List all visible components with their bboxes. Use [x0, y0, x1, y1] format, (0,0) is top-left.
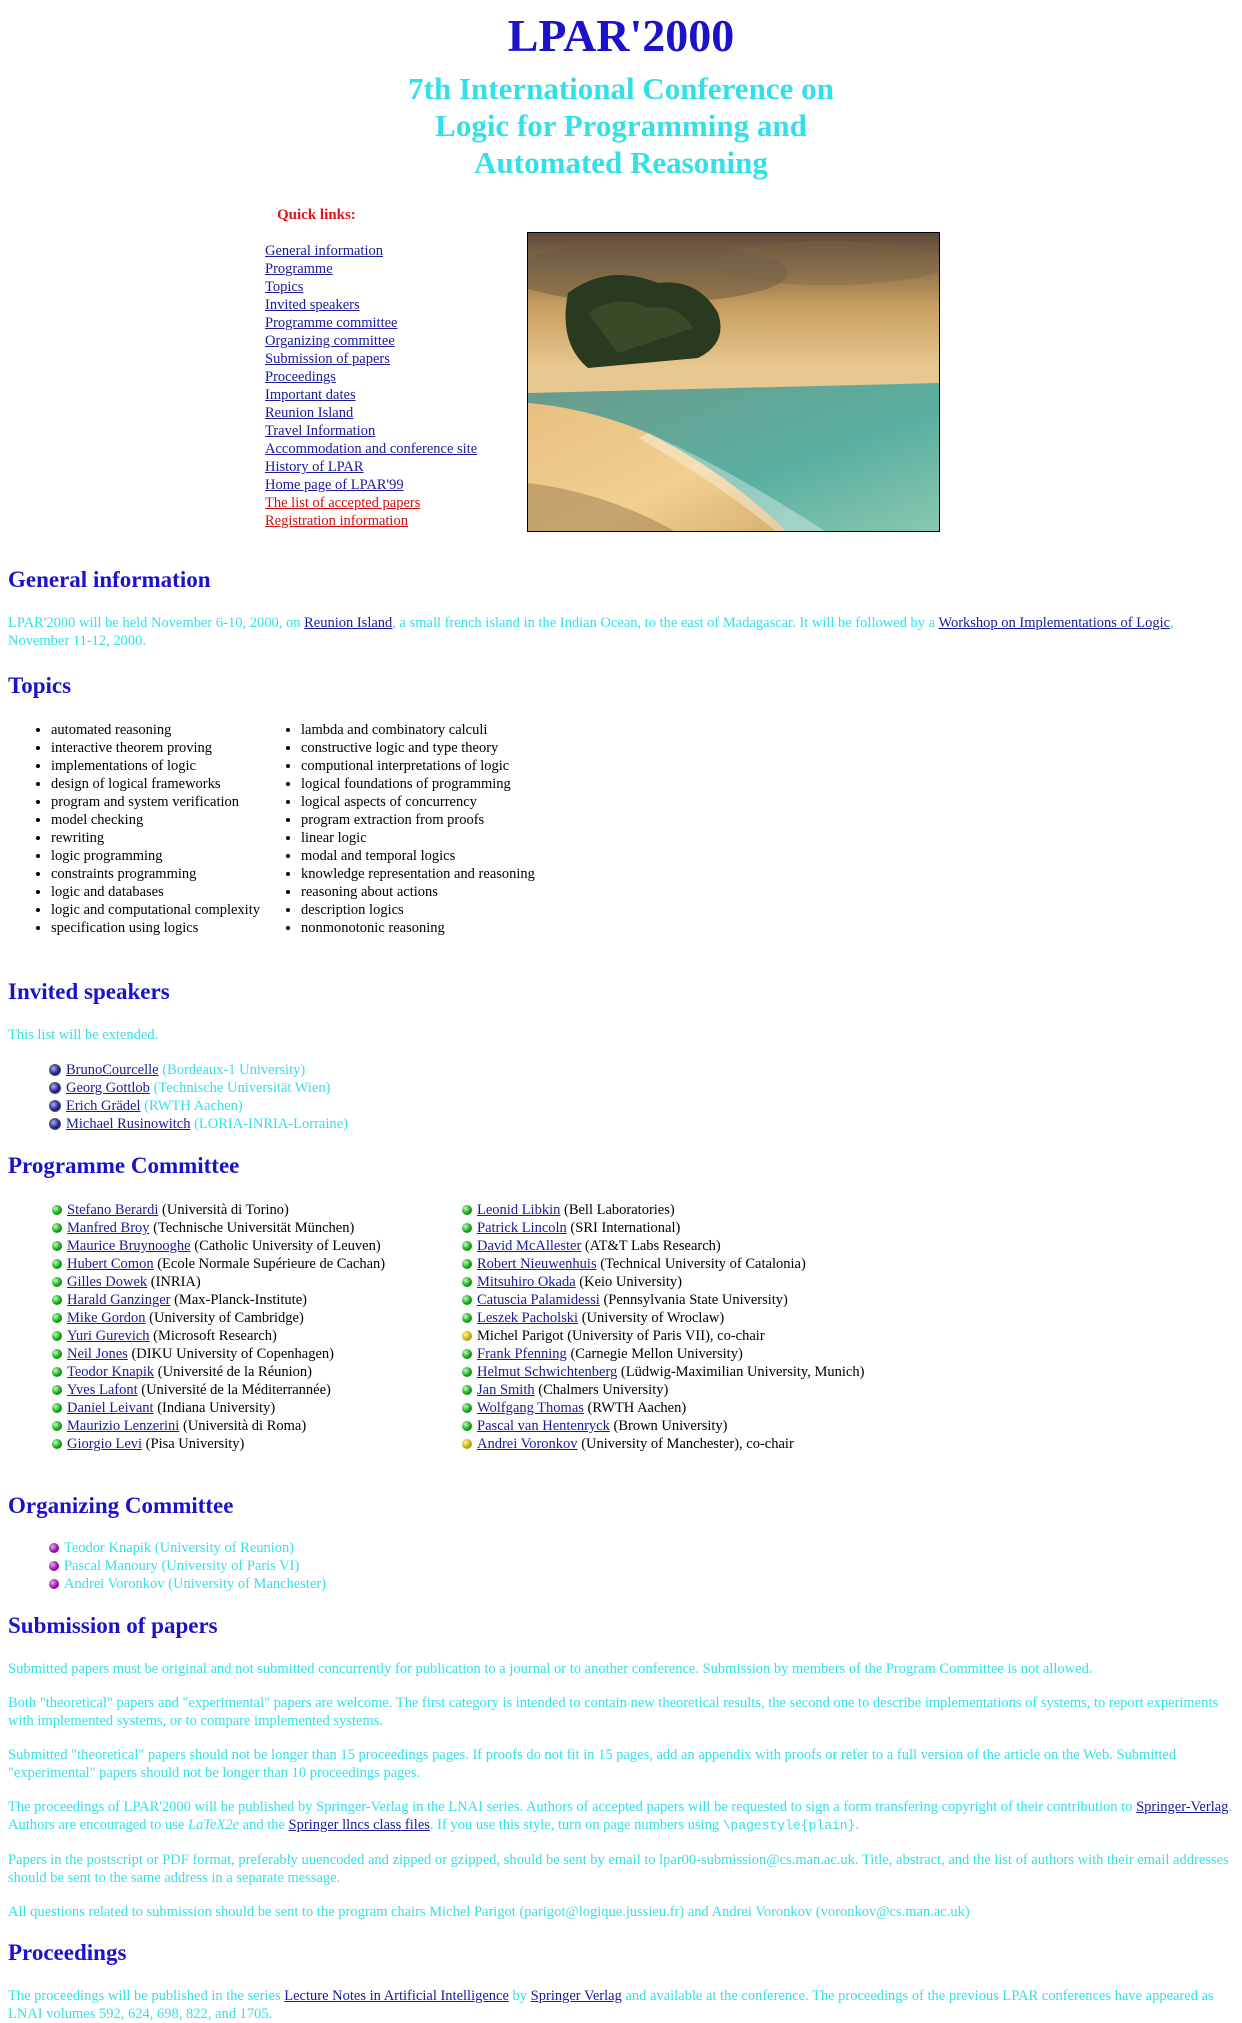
speaker-affiliation: (Technische Universität Wien)	[149, 1080, 331, 1096]
committee-member	[52, 1309, 462, 1327]
topics-heading: Topics	[8, 673, 72, 698]
committee-member	[462, 1291, 864, 1309]
general-heading: General information	[8, 567, 211, 592]
bullet-icon	[49, 1064, 61, 1076]
member-affiliation: (AT&T Labs Research)	[581, 1238, 721, 1254]
committee-member	[462, 1399, 864, 1417]
speaker-link[interactable]: Georg Gottlob	[66, 1080, 150, 1096]
member-affiliation: (Chalmers University)	[534, 1382, 669, 1398]
member-affiliation: (Lüdwig-Maximilian University, Munich)	[617, 1364, 865, 1380]
submission-p4-d: . If you use this style, turn on page numbers using	[429, 1817, 723, 1833]
bullet-icon	[49, 1118, 61, 1130]
programme-section	[8, 1151, 1234, 1453]
programme-committee	[8, 1201, 1234, 1453]
topic-item: • description logics	[301, 901, 535, 919]
submission-p4	[8, 1798, 1234, 1835]
committee-member	[52, 1381, 462, 1399]
member-link[interactable]: Yves Lafont	[67, 1382, 138, 1398]
quick-link-programme-committee[interactable]: Programme committee	[265, 315, 398, 331]
member-link[interactable]: Leszek Pacholski	[477, 1310, 579, 1326]
committee-member	[462, 1309, 864, 1327]
page	[0, 10, 1242, 2023]
committee-member	[52, 1417, 462, 1435]
submission-heading: Submission of papers	[8, 1613, 218, 1638]
member-link[interactable]: Neil Jones	[67, 1346, 128, 1362]
organizing-heading: Organizing Committee	[8, 1493, 234, 1518]
committee-member	[52, 1327, 462, 1345]
proceedings-heading: Proceedings	[8, 1940, 127, 1965]
proceedings-text-2: by	[508, 1988, 531, 2004]
quick-link-accepted-papers[interactable]: The list of accepted papers	[265, 495, 421, 511]
programme-list-right	[462, 1201, 864, 1453]
topics-section	[8, 671, 1234, 937]
invited-speaker	[49, 1061, 1234, 1079]
bullet-icon	[52, 1421, 62, 1431]
member-affiliation: (Carnegie Mellon University)	[566, 1346, 743, 1362]
member-name: Michel Parigot	[477, 1328, 564, 1344]
member-link[interactable]: Helmut Schwichtenberg	[477, 1364, 618, 1380]
speaker-link[interactable]: Michael Rusinowitch	[66, 1116, 191, 1132]
topic-item: • implementations of logic	[51, 757, 276, 775]
member-affiliation: (University of Cambridge)	[145, 1310, 304, 1326]
invited-list	[8, 1061, 1234, 1133]
bullet-icon	[52, 1349, 62, 1359]
quick-link-organizing-committee[interactable]: Organizing committee	[265, 333, 395, 349]
bullet-icon	[462, 1241, 472, 1251]
member-link[interactable]: Pascal van Hentenryck	[477, 1418, 610, 1434]
quick-link-registration[interactable]: Registration information	[265, 513, 408, 529]
member-link[interactable]: Maurice Bruynooghe	[67, 1238, 191, 1254]
topic-item: • computional interpretations of logic	[301, 757, 535, 775]
lnai-link[interactable]: Lecture Notes in Artificial Intelligence	[284, 1988, 509, 2004]
member-link[interactable]: Catuscia Palamidessi	[477, 1292, 600, 1308]
member-affiliation: (Pennsylvania State University)	[599, 1292, 788, 1308]
member-link[interactable]: Hubert Comon	[67, 1256, 154, 1272]
member-affiliation: (Max-Planck-Institute)	[170, 1292, 307, 1308]
committee-member	[462, 1219, 864, 1237]
member-affiliation: (Università di Torino)	[158, 1202, 289, 1218]
organizing-list	[8, 1539, 1234, 1593]
bullet-icon	[462, 1277, 472, 1287]
member-link[interactable]: Jan Smith	[477, 1382, 535, 1398]
organizer	[49, 1575, 1234, 1593]
submission-section	[8, 1611, 1234, 1921]
member-link[interactable]: Harald Ganzinger	[67, 1292, 171, 1308]
quick-links-list	[265, 242, 477, 530]
bullet-icon	[462, 1223, 472, 1233]
topic-item: • logic programming	[51, 847, 276, 865]
bullet-icon	[462, 1403, 472, 1413]
general-text-3: , November 11-12, 2000.	[8, 615, 1174, 649]
topic-item: • program and system verification	[51, 793, 276, 811]
member-link[interactable]: Patrick Lincoln	[477, 1220, 567, 1236]
beach-image	[528, 233, 940, 532]
subtitle-line-2: Logic for Programming and	[435, 108, 807, 143]
invited-heading: Invited speakers	[8, 979, 170, 1004]
bullet-icon	[52, 1277, 62, 1287]
submission-p5: Papers in the postscript or PDF format, preferably uuencoded and zipped or gzipped, should be sent by email to lpar00-submission@cs.man.ac.uk. Title, abstract, and the list of authors with their email addresses should be sent to the same address in a separate message.	[8, 1852, 1229, 1886]
beach-photo	[527, 232, 940, 532]
speaker-link[interactable]: BrunoCourcelle	[66, 1062, 159, 1078]
quick-link-travel-information[interactable]: Travel Information	[265, 423, 376, 439]
topic-item: • logical foundations of programming	[301, 775, 535, 793]
submission-p4-e: .	[855, 1817, 859, 1833]
member-affiliation: (Bell Laboratories)	[560, 1202, 675, 1218]
general-text-2: , a small french island in the Indian Ocean, to the east of Madagascar. It will be followed by a	[392, 615, 939, 631]
bullet-icon	[52, 1367, 62, 1377]
committee-member	[52, 1345, 462, 1363]
topic-item: • program extraction from proofs	[301, 811, 535, 829]
bullet-icon	[49, 1579, 59, 1589]
member-link[interactable]: Mike Gordon	[67, 1310, 146, 1326]
member-affiliation: (Brown University)	[609, 1418, 728, 1434]
member-link[interactable]: Robert Nieuwenhuis	[477, 1256, 597, 1272]
member-affiliation: (DIKU University of Copenhagen)	[127, 1346, 334, 1362]
topic-item: • design of logical frameworks	[51, 775, 276, 793]
springer-verlag-link[interactable]: Springer-Verlag	[1136, 1799, 1229, 1815]
bullet-icon	[462, 1349, 472, 1359]
bullet-icon	[49, 1561, 59, 1571]
committee-member	[52, 1435, 462, 1453]
member-link[interactable]: Teodor Knapik	[67, 1364, 155, 1380]
member-affiliation: (University of Manchester), co-chair	[577, 1436, 794, 1452]
member-link[interactable]: Andrei Voronkov	[477, 1436, 578, 1452]
invited-speaker	[49, 1097, 1234, 1115]
member-link[interactable]: Wolfgang Thomas	[477, 1400, 584, 1416]
topic-item: • reasoning about actions	[301, 883, 535, 901]
general-text-1: LPAR'2000 will be held November 6-10, 2000, on	[8, 615, 305, 631]
page-header	[8, 10, 1234, 181]
topic-item: • linear logic	[301, 829, 535, 847]
bullet-icon	[462, 1295, 472, 1305]
quick-link-history[interactable]: History of LPAR	[265, 459, 364, 475]
quick-link-important-dates[interactable]: Important dates	[265, 387, 356, 403]
topic-item: • constraints programming	[51, 865, 276, 883]
member-affiliation: (Indiana University)	[153, 1400, 276, 1416]
member-affiliation: (Università di Roma)	[179, 1418, 307, 1434]
committee-member	[52, 1237, 462, 1255]
committee-member	[52, 1291, 462, 1309]
bullet-icon	[52, 1223, 62, 1233]
committee-member	[52, 1273, 462, 1291]
bullet-icon	[462, 1385, 472, 1395]
committee-member	[52, 1255, 462, 1273]
organizer	[49, 1557, 1234, 1575]
quick-link-submission[interactable]: Submission of papers	[265, 351, 390, 367]
pagestyle-code: \pagestyle{plain}	[722, 1818, 856, 1833]
quick-link-topics[interactable]: Topics	[265, 279, 304, 295]
topic-item: • model checking	[51, 811, 276, 829]
committee-member	[52, 1363, 462, 1381]
member-link[interactable]: David McAllester	[477, 1238, 582, 1254]
organizing-section	[8, 1491, 1234, 1593]
bullet-icon	[52, 1295, 62, 1305]
member-affiliation: (University of Wroclaw)	[578, 1310, 725, 1326]
llncs-class-files-link[interactable]: Springer llncs class files	[288, 1817, 430, 1833]
member-link[interactable]: Maurizio Lenzerini	[67, 1418, 180, 1434]
speaker-affiliation: (LORIA-INRIA-Lorraine)	[190, 1116, 348, 1132]
topic-item: • automated reasoning	[51, 721, 276, 739]
topic-item: • lambda and combinatory calculi	[301, 721, 535, 739]
committee-member	[462, 1201, 864, 1219]
committee-member	[462, 1435, 864, 1453]
committee-member	[462, 1417, 864, 1435]
quick-link-general-information[interactable]: General information	[265, 243, 383, 259]
quick-link-reunion-island[interactable]: Reunion Island	[265, 405, 354, 421]
member-link[interactable]: Yuri Gurevich	[67, 1328, 150, 1344]
member-link[interactable]: Manfred Broy	[67, 1220, 150, 1236]
bullet-icon	[462, 1331, 472, 1341]
member-affiliation: (Technical University of Catalonia)	[596, 1256, 806, 1272]
member-link[interactable]: Gilles Dowek	[67, 1274, 148, 1290]
page-title: LPAR'2000	[507, 10, 735, 61]
submission-p2: Both "theoretical" papers and "experimental" papers are welcome. The first category is intended to contain new theoretical results, the second one to describe implementations of systems, to report experiments with implemented systems, or to compare implemented systems.	[8, 1695, 1219, 1729]
subtitle-line-1: 7th International Conference on	[408, 71, 834, 106]
proceedings-text-3: and available at the conference. The proceedings of the previous LPAR conferences have appeared as LNAI volumes 592, 624, 698, 822, and 1705.	[8, 1988, 1214, 2022]
bullet-icon	[462, 1313, 472, 1323]
speaker-affiliation: (RWTH Aachen)	[140, 1098, 243, 1114]
reunion-island-link[interactable]: Reunion Island	[304, 615, 393, 631]
bullet-icon	[52, 1241, 62, 1251]
invited-section	[8, 977, 1234, 1133]
member-affiliation: (University of Paris VII), co-chair	[563, 1328, 765, 1344]
bullet-icon	[49, 1543, 59, 1553]
bullet-icon	[52, 1259, 62, 1269]
bullet-icon	[462, 1367, 472, 1377]
member-affiliation: (RWTH Aachen)	[583, 1400, 687, 1416]
member-link[interactable]: Stefano Berardi	[67, 1202, 159, 1218]
member-link[interactable]: Daniel Leivant	[67, 1400, 154, 1416]
topics-lists	[8, 721, 1234, 937]
member-link[interactable]: Frank Pfenning	[477, 1346, 567, 1362]
general-text	[8, 614, 1234, 650]
topics-list-right	[276, 721, 535, 937]
bullet-icon	[49, 1100, 61, 1112]
subtitle-line-3: Automated Reasoning	[474, 145, 768, 180]
speaker-affiliation: (Bordeaux-1 University)	[158, 1062, 306, 1078]
organizer-name: Teodor Knapik (University of Reunion)	[64, 1540, 295, 1556]
committee-member	[462, 1273, 864, 1291]
submission-p4-b: . Authors are encouraged to use	[8, 1799, 1233, 1833]
quick-link-invited-speakers[interactable]: Invited speakers	[265, 297, 360, 313]
quick-links-section	[8, 195, 1234, 547]
committee-member	[462, 1345, 864, 1363]
member-affiliation: (Université de la Réunion)	[154, 1364, 313, 1380]
quick-links-heading: Quick links:	[277, 207, 356, 223]
committee-member	[462, 1381, 864, 1399]
member-affiliation: (Pisa University)	[142, 1436, 245, 1452]
bullet-icon	[52, 1205, 62, 1215]
proceedings-text	[8, 1987, 1234, 2023]
topic-item: • nonmonotonic reasoning	[301, 919, 535, 937]
speaker-link[interactable]: Erich Grädel	[66, 1098, 141, 1114]
organizer-name: Pascal Manoury (University of Paris VI)	[64, 1558, 300, 1574]
quick-link-programme[interactable]: Programme	[265, 261, 333, 277]
bullet-icon	[52, 1313, 62, 1323]
member-link[interactable]: Leonid Libkin	[477, 1202, 561, 1218]
topic-item: • modal and temporal logics	[301, 847, 535, 865]
member-link[interactable]: Giorgio Levi	[67, 1436, 143, 1452]
bullet-icon	[462, 1421, 472, 1431]
bullet-icon	[462, 1259, 472, 1269]
bullet-icon	[49, 1082, 61, 1094]
programme-heading: Programme Committee	[8, 1153, 240, 1178]
topic-item: • logic and computational complexity	[51, 901, 276, 919]
topic-item: • logical aspects of concurrency	[301, 793, 535, 811]
invited-speaker	[49, 1115, 1234, 1133]
bullet-icon	[52, 1403, 62, 1413]
submission-p4-c: and the	[239, 1817, 289, 1833]
bullet-icon	[462, 1439, 472, 1449]
programme-list-left	[8, 1201, 462, 1453]
topic-item: • specification using logics	[51, 919, 276, 937]
committee-member	[462, 1255, 864, 1273]
page-subtitle	[8, 70, 1234, 181]
committee-member	[52, 1219, 462, 1237]
latex-text: LaTeX2e	[187, 1817, 240, 1833]
committee-member	[462, 1327, 864, 1345]
bullet-icon	[52, 1385, 62, 1395]
quick-link-accommodation[interactable]: Accommodation and conference site	[265, 441, 478, 457]
topic-item: • knowledge representation and reasoning	[301, 865, 535, 883]
member-affiliation: (Ecole Normale Supérieure de Cachan)	[153, 1256, 386, 1272]
topic-item: • rewriting	[51, 829, 276, 847]
member-affiliation: (SRI International)	[566, 1220, 681, 1236]
submission-p3: Submitted "theoretical" papers should not be longer than 15 proceedings pages. If proofs do not fit in 15 pages, add an appendix with proofs or refer to a full version of the article on the Web. Submitted "experimental" papers should not be longer than 10 proceedings pages.	[8, 1747, 1177, 1781]
topic-item: • constructive logic and type theory	[301, 739, 535, 757]
proceedings-section	[8, 1938, 1234, 2023]
member-affiliation: (Technische Universität München)	[149, 1220, 355, 1236]
committee-member	[52, 1399, 462, 1417]
committee-member	[462, 1237, 864, 1255]
member-affiliation: (INRIA)	[147, 1274, 201, 1290]
quick-link-lpar99[interactable]: Home page of LPAR'99	[265, 477, 404, 493]
member-affiliation: (Université de la Méditerrannée)	[137, 1382, 331, 1398]
quick-links	[265, 207, 477, 530]
organizer-name: Andrei Voronkov (University of Manchester)	[64, 1576, 327, 1592]
member-affiliation: (Keio University)	[575, 1274, 682, 1290]
topic-item: • logic and databases	[51, 883, 276, 901]
invited-speaker	[49, 1079, 1234, 1097]
general-section	[8, 565, 1234, 650]
bullet-icon	[462, 1205, 472, 1215]
organizer	[49, 1539, 1234, 1557]
workshop-link[interactable]: Workshop on Implementations of Logic	[938, 615, 1171, 631]
member-affiliation: (Microsoft Research)	[149, 1328, 277, 1344]
submission-p4-a: The proceedings of LPAR'2000 will be published by Springer-Verlag in the LNAI series. Authors of accepted papers will be requested to sign a form transfering copyright of their contribution to	[8, 1799, 1137, 1815]
member-link[interactable]: Mitsuhiro Okada	[477, 1274, 576, 1290]
springer-verlag-proceedings-link[interactable]: Springer Verlag	[530, 1988, 622, 2004]
submission-p6: All questions related to submission should be sent to the program chairs Michel Parigot (parigot@logique.jussieu.fr) and Andrei Voronkov (voronkov@cs.man.ac.uk)	[8, 1904, 970, 1920]
bullet-icon	[52, 1331, 62, 1341]
submission-p1: Submitted papers must be original and not submitted concurrently for publication to a journal or to another conference. Submission by members of the Program Committee is not allowed.	[8, 1661, 1093, 1677]
proceedings-text-1: The proceedings will be published in the series	[8, 1988, 285, 2004]
bullet-icon	[52, 1439, 62, 1449]
committee-member	[462, 1363, 864, 1381]
member-affiliation: (Catholic University of Leuven)	[190, 1238, 381, 1254]
quick-link-proceedings[interactable]: Proceedings	[265, 369, 336, 385]
topic-item: • interactive theorem proving	[51, 739, 276, 757]
topics-list-left	[8, 721, 276, 937]
committee-member	[52, 1201, 462, 1219]
invited-note: This list will be extended.	[8, 1027, 159, 1043]
